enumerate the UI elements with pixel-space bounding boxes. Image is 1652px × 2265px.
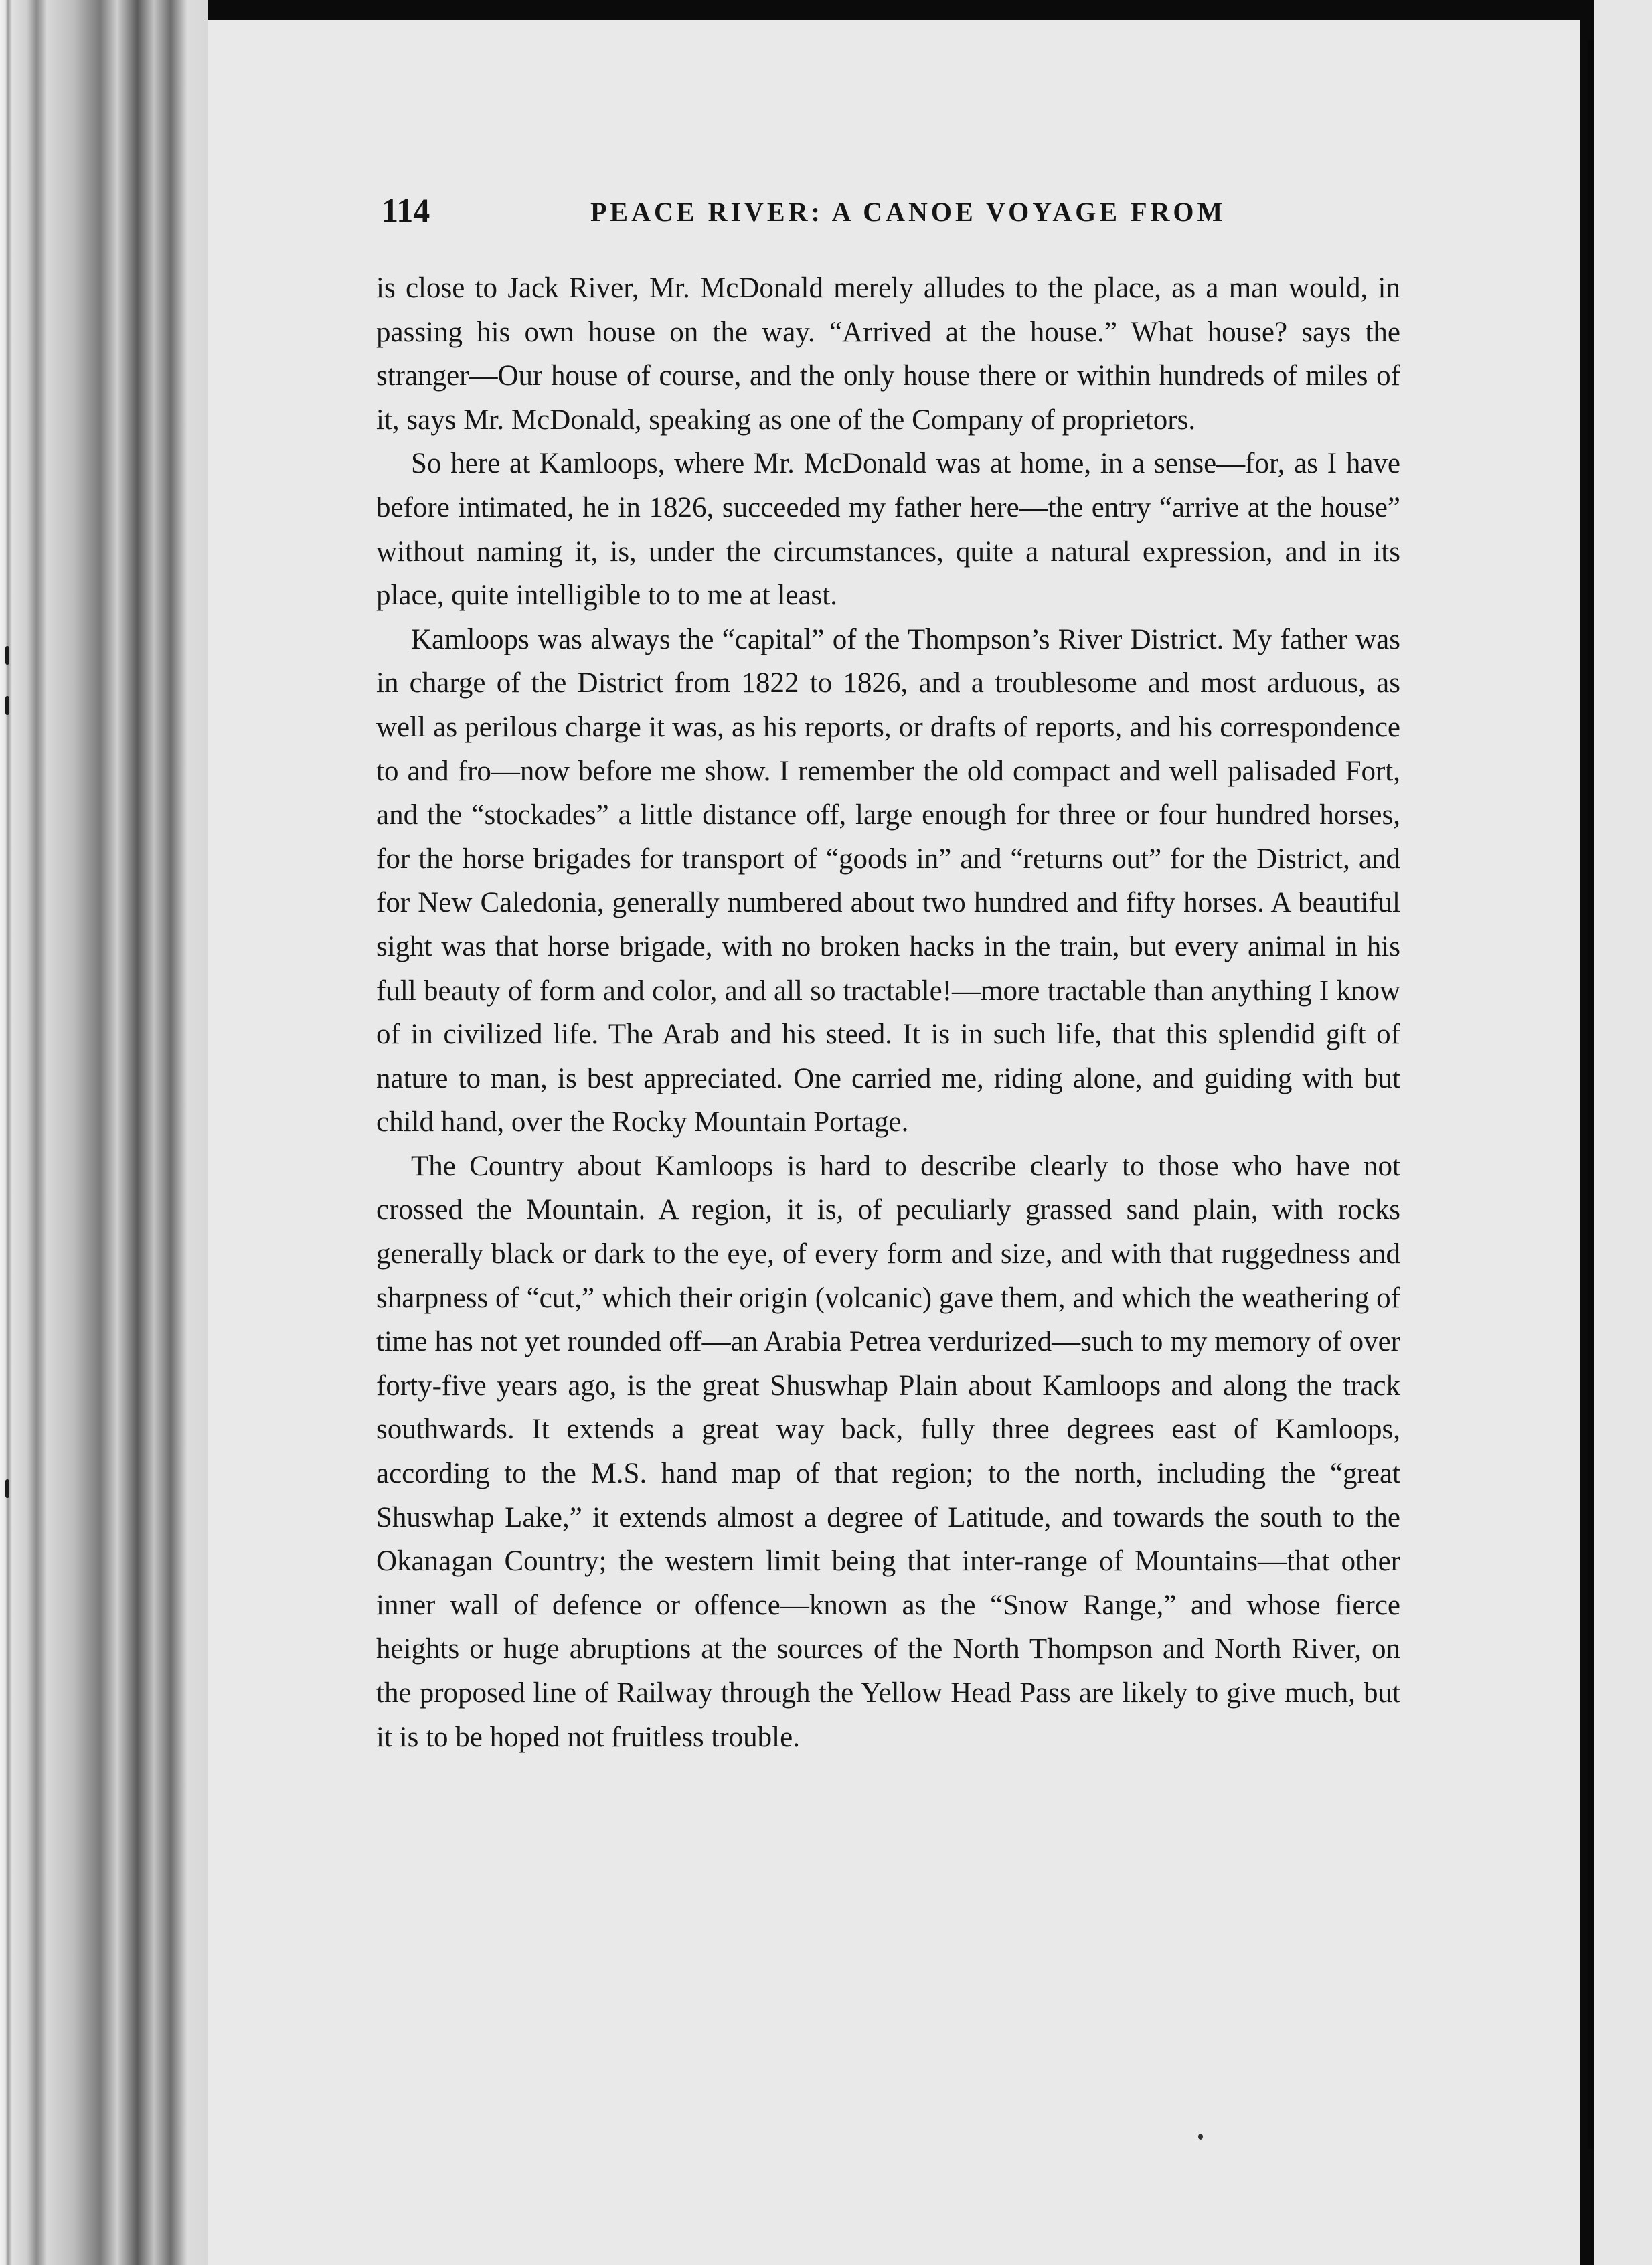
binding-mark xyxy=(5,696,9,715)
page-header xyxy=(382,191,1386,238)
page-edge-rule xyxy=(1588,40,1594,2149)
paragraph: The Country about Kamloops is hard to describe clearly to those who have not crossed the Mountain. A region, it is, of peculiarly grassed sand plain, with rocks generally black or dark to the eye, of every form and size, and with that ruggedness and sharpness of “cut,” which their origin (volcanic) gave them, and which the weathering of time has not yet rounded off—an Arabia Petrea verdurized—such to my memory of over forty-five years ago, is the great Shuswhap Plain about Kamloops and along the track southwards. It extends a great way back, fully three degrees east of Kamloops, according to the M.S. hand map of that region; to the north, including the “great Shuswhap Lake,” it extends almost a degree of Latitude, and towards the south to the Okanagan Country; the western limit being that inter-range of Mountains—that other inner wall of defence or offence—known as the “Snow Range,” and whose fierce heights or huge abruptions at the sources of the North Thompson and North River, on the proposed line of Railway through the Yellow Head Pass are likely to give much, but it is to be hoped not fruitless trouble. xyxy=(376,1150,1400,1753)
binding-mark xyxy=(5,646,9,665)
scan-speck xyxy=(1198,2134,1203,2140)
book-binding-edge xyxy=(0,0,208,2265)
page-number: 114 xyxy=(382,191,430,229)
scanner-margin xyxy=(1594,0,1652,2265)
running-head: PEACE RIVER: A CANOE VOYAGE FROM xyxy=(590,197,1226,227)
paragraph: Kamloops was always the “capital” of the Thompson’s River District. My father was in charge of the District from 1822 to 1826, and a troublesome and most arduous, as well as perilous charge it was, as his reports, or drafts of reports, and his correspondence to and fro—now before me show. I remember the old compact and well palisaded Fort, and the “stockades” a little distance off, large enough for three or four hundred horses, for the horse brigades for transport of “goods in” and “returns out” for the District, and for New Caledonia, generally numbered about two hundred and fifty horses. A beautiful sight was that horse brigade, with no broken hacks in the train, but every animal in his full beauty of form and color, and all so tractable!—more tractable than anything I know of in civilized life. The Arab and his steed. It is in such life, that this splendid gift of nature to man, is best appreciated. One carried me, riding alone, and guiding with but child hand, over the Rocky Mountain Portage. xyxy=(376,623,1400,1139)
paragraph: So here at Kamloops, where Mr. McDonald was at home, in a sense—for, as I have before intimated, he in 1826, succeeded my father here—the entry “arrive at the house” without naming it, is, under the circumstances, quite a natural expression, and in its place, quite intelligible to to me at least. xyxy=(376,448,1400,612)
body-text xyxy=(376,266,1400,1759)
binding-mark xyxy=(5,1479,9,1498)
paragraph: is close to Jack River, Mr. McDonald merely alludes to the place, as a man would, in passing his own house on the way. “Arrived at the house.” What house? says the stranger—Our house of course, and the only house there or within hundreds of miles of it, says Mr. McDonald, speaking as one of the Company of proprietors. xyxy=(376,272,1400,436)
